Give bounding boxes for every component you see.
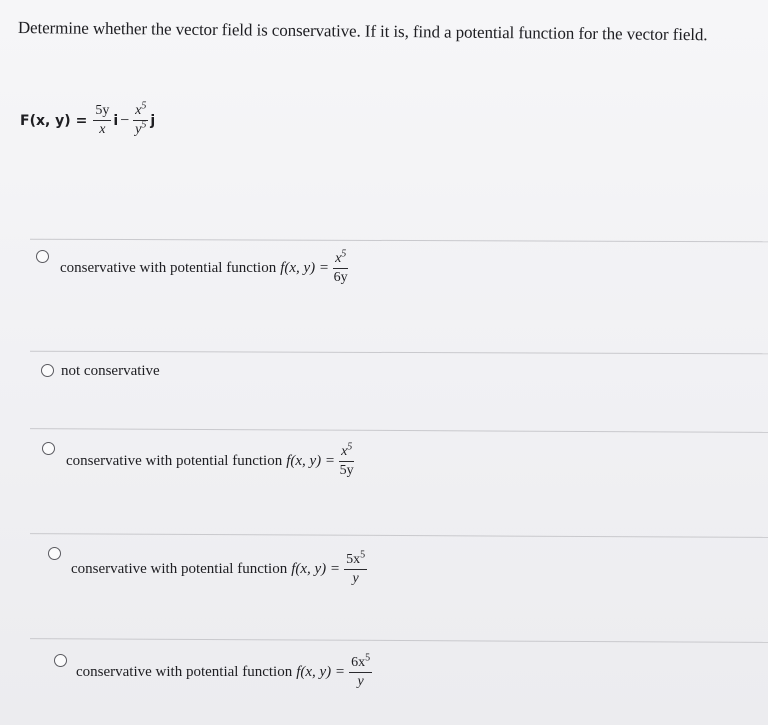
divider [30,428,768,433]
option-label: conservative with potential function [76,664,293,680]
divider [30,351,768,355]
radio-button-option-2[interactable] [41,364,54,377]
unit-vector-i: i [113,112,119,129]
fraction-denominator: 6y [333,270,348,285]
divider [30,533,768,538]
vector-field-equation [20,100,156,137]
answer-option-1[interactable] [60,248,350,285]
numerator-base: 6x [351,655,366,670]
answer-option-2[interactable] [61,363,164,380]
answer-option-4[interactable] [71,549,369,586]
radio-button-option-5[interactable] [54,654,67,667]
denominator-exponent: 5 [141,119,147,131]
numerator-base: 5x [346,552,361,567]
fraction-numerator: 5y [93,104,111,121]
option-label: not conservative [61,363,160,379]
option-fraction [339,441,354,478]
option-fraction [344,549,367,586]
option-function: f(x, y) = [286,453,336,469]
denominator-base: y [135,122,142,137]
option-label: conservative with potential function [71,561,288,577]
numerator-base: x [335,251,342,266]
answer-option-3[interactable] [66,441,356,478]
option-function: f(x, y) = [291,561,341,577]
fraction-denominator [135,121,146,137]
numerator-exponent: 5 [360,549,366,561]
divider [30,239,768,243]
numerator-exponent: 5 [141,100,147,112]
answer-option-5[interactable] [76,652,374,689]
radio-button-option-1[interactable] [36,250,49,263]
fraction-term1 [93,104,111,137]
fraction-numerator [349,652,372,673]
radio-button-option-3[interactable] [42,442,55,455]
option-label: conservative with potential function [60,260,277,276]
fraction-denominator: y [352,571,359,586]
unit-vector-j: j [150,112,156,129]
numerator-exponent: 5 [365,652,371,664]
radio-button-option-4[interactable] [48,547,61,560]
question-prompt: Determine whether the vector field is conservative. If it is, find a potential function for the vector field. [17,18,708,45]
fraction-denominator: x [99,122,106,137]
fraction-term2 [133,100,148,137]
fraction-numerator [333,248,348,269]
option-label: conservative with potential function [66,453,283,469]
fraction-numerator [344,549,367,570]
numerator-exponent: 5 [347,441,353,453]
vector-field-lhs: F(x, y) = [20,112,88,129]
option-function: f(x, y) = [296,664,346,680]
option-fraction [333,248,348,285]
option-fraction [349,652,372,689]
fraction-denominator: y [357,674,364,689]
divider [30,638,768,643]
numerator-exponent: 5 [341,248,347,260]
numerator-base: x [341,444,348,459]
numerator-base: x [135,103,142,118]
option-function: f(x, y) = [280,260,330,276]
fraction-denominator: 5y [339,463,354,478]
minus-sign: − [120,111,130,129]
fraction-numerator [339,441,354,462]
